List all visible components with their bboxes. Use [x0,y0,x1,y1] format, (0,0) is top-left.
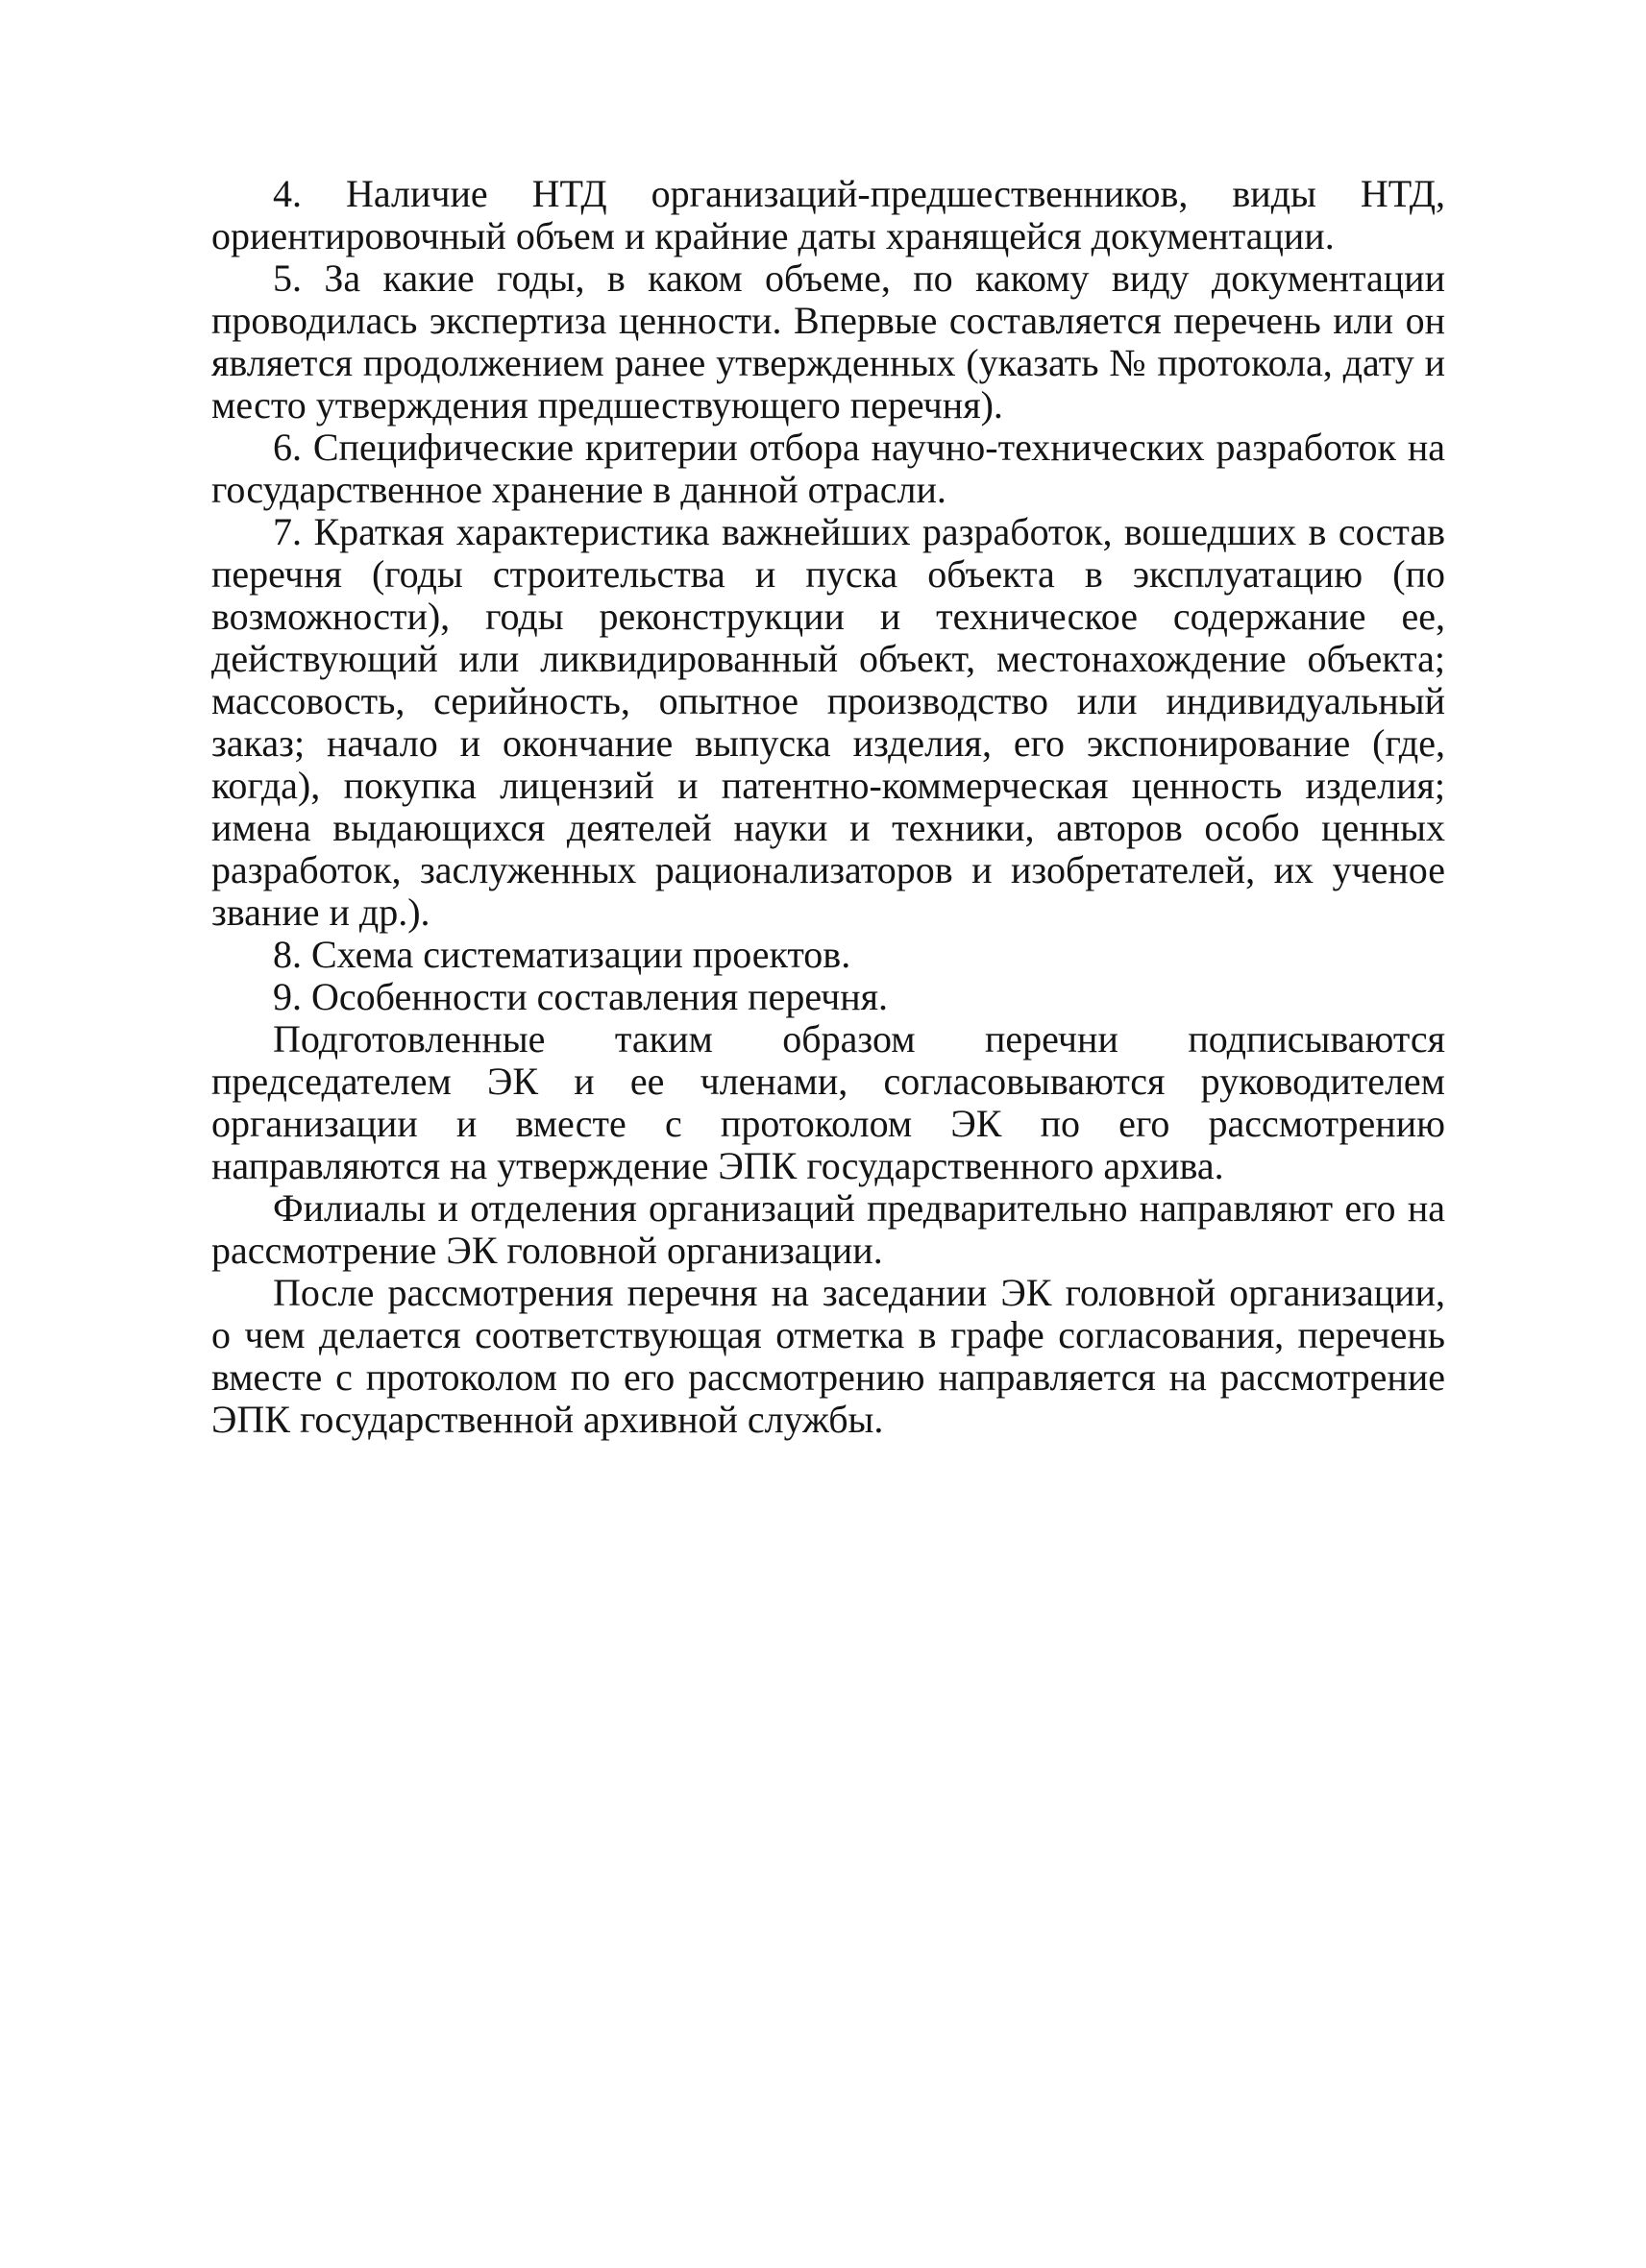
paragraph-signing: Подготовленные таким образом перечни подписываются председателем ЭК и ее членами, согласовываются руководителем организации и вместе с протоколом ЭК по его рассмотрению направляются на утверждение ЭПК государственного архива. [211,1017,1445,1187]
paragraph-item-4: 4. Наличие НТД организаций-предшественников, виды НТД, ориентировочный объем и крайние даты хранящейся документации. [211,172,1445,257]
paragraph-branches: Филиалы и отделения организаций предварительно направляют его на рассмотрение ЭК головной организации. [211,1186,1445,1272]
paragraph-item-6: 6. Специфические критерии отбора научно-технических разработок на государственное хранение в данной отрасли. [211,426,1445,511]
paragraph-item-8: 8. Схема систематизации проектов. [273,933,851,976]
paragraph-review: После рассмотрения перечня на заседании ЭК головной организации, о чем делается соответствующая отметка в графе согласования, перечень вместе с протоколом по его рассмотрению направляется на рассмотрение ЭПК государственной архивной службы. [211,1271,1445,1441]
paragraph-item-5: 5. За какие годы, в каком объеме, по какому виду документации проводилась экспертиза ценности. Впервые составляется перечень или он является продолжением ранее утвержденных (указать № протокола, дату и место утверждения предшествующего перечня). [211,256,1445,427]
document-page [211,173,1445,1441]
paragraph-item-7: 7. Краткая характеристика важнейших разработок, вошедших в состав перечня (годы строительства и пуска объекта в эксплуатацию (по возможности), годы реконструкции и техническое содержание ее, действующий или ликвидированный объект, местонахождение объекта; массовость, серийность, опытное производство или индивидуальный заказ; начало и окончание выпуска изделия, его экспонирование (где, когда), покупка лицензий и патентно-коммерческая ценность изделия; имена выдающихся деятелей науки и техники, авторов особо ценных разработок, заслуженных рационализаторов и изобретателей, их ученое звание и др.). [211,510,1445,934]
paragraph-item-9: 9. Особенности составления перечня. [273,975,889,1018]
